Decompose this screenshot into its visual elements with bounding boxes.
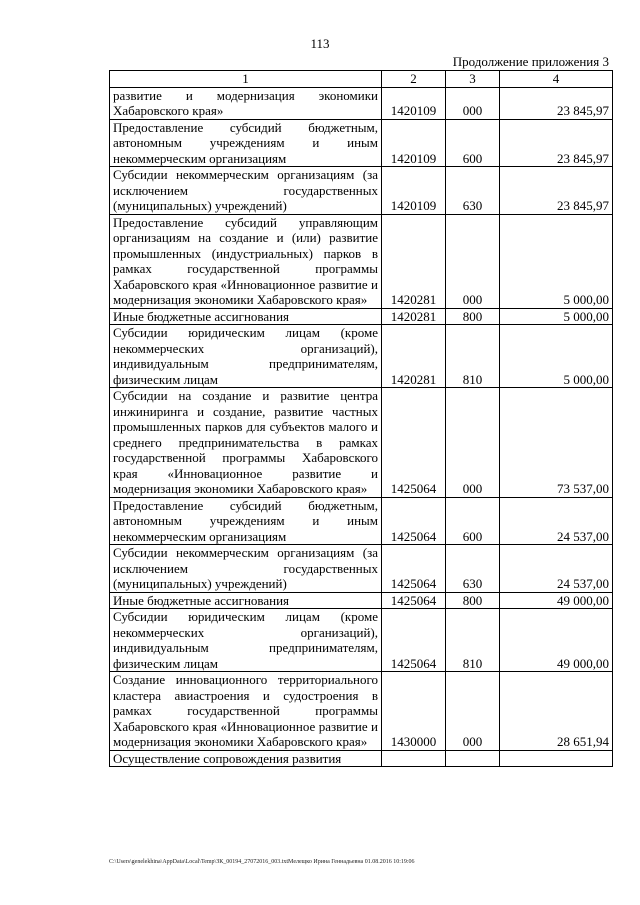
row-expense-type: 600 bbox=[446, 497, 500, 545]
row-target-code: 1425064 bbox=[382, 497, 446, 545]
row-target-code: 1420109 bbox=[382, 119, 446, 167]
table-row bbox=[110, 672, 613, 751]
table-row bbox=[110, 592, 613, 609]
row-expense-type bbox=[446, 750, 500, 767]
row-description: Субсидии некоммерческим организациям (за исключением государственных (муниципальных) учреждений) bbox=[110, 167, 382, 215]
budget-table bbox=[109, 70, 613, 767]
row-description: Создание инновационного территориального кластера авиастроения и судостроения в рамках государственной программы Хабаровского края «Инновационное развитие и модернизация экономики Хабаровского края» bbox=[110, 672, 382, 751]
row-description: Иные бюджетные ассигнования bbox=[110, 592, 382, 609]
table-row bbox=[110, 609, 613, 672]
table-row bbox=[110, 545, 613, 593]
table-row bbox=[110, 750, 613, 767]
row-target-code: 1420281 bbox=[382, 214, 446, 308]
row-amount: 49 000,00 bbox=[500, 609, 613, 672]
row-description: Субсидии на создание и развитие центра инжиниринга и создание, развитие частных промышленных парков для субъектов малого и среднего предпринимательства в рамках государственной программы Хабаровского края «Инновационное развитие и модернизация экономики Хабаровского края» bbox=[110, 388, 382, 498]
row-amount: 23 845,97 bbox=[500, 119, 613, 167]
row-description: Осуществление сопровождения развития bbox=[110, 750, 382, 767]
row-amount: 5 000,00 bbox=[500, 214, 613, 308]
continuation-label: Продолжение приложения 3 bbox=[452, 54, 609, 69]
header-col-3: 3 bbox=[446, 71, 500, 88]
row-target-code: 1430000 bbox=[382, 672, 446, 751]
row-target-code: 1425064 bbox=[382, 388, 446, 498]
row-description: Предоставление субсидий бюджетным, автономным учреждениям и иным некоммерческим организациям bbox=[110, 119, 382, 167]
row-amount: 24 537,00 bbox=[500, 497, 613, 545]
page-number: 113 bbox=[310, 36, 330, 51]
row-target-code: 1425064 bbox=[382, 545, 446, 593]
row-expense-type: 000 bbox=[446, 672, 500, 751]
row-amount bbox=[500, 750, 613, 767]
row-description: Иные бюджетные ассигнования bbox=[110, 308, 382, 325]
row-expense-type: 810 bbox=[446, 325, 500, 388]
row-target-code: 1425064 bbox=[382, 609, 446, 672]
row-description: Субсидии юридическим лицам (кроме некоммерческих организаций), индивидуальным предпринимателям, физическим лицам bbox=[110, 609, 382, 672]
row-expense-type: 810 bbox=[446, 609, 500, 672]
row-expense-type: 000 bbox=[446, 388, 500, 498]
table-row bbox=[110, 325, 613, 388]
row-amount: 28 651,94 bbox=[500, 672, 613, 751]
row-expense-type: 000 bbox=[446, 87, 500, 119]
row-description: Субсидии некоммерческим организациям (за исключением государственных (муниципальных) учреждений) bbox=[110, 545, 382, 593]
footer-file-path: C:\Users\genelekhina\AppData\Local\Temp\ЗК_00194_27072016_003.txtМелещко Ирина Геннадьевна 01.08.2016 10:19:06 bbox=[109, 859, 415, 865]
table-row bbox=[110, 119, 613, 167]
row-expense-type: 800 bbox=[446, 308, 500, 325]
row-target-code: 1420109 bbox=[382, 167, 446, 215]
row-amount: 24 537,00 bbox=[500, 545, 613, 593]
row-target-code: 1420109 bbox=[382, 87, 446, 119]
table-row bbox=[110, 87, 613, 119]
row-target-code bbox=[382, 750, 446, 767]
row-description: Предоставление субсидий бюджетным, автономным учреждениям и иным некоммерческим организациям bbox=[110, 497, 382, 545]
row-target-code: 1425064 bbox=[382, 592, 446, 609]
row-target-code: 1420281 bbox=[382, 325, 446, 388]
row-amount: 5 000,00 bbox=[500, 308, 613, 325]
row-description: развитие и модернизация экономики Хабаровского края» bbox=[110, 87, 382, 119]
table-row bbox=[110, 388, 613, 498]
row-expense-type: 630 bbox=[446, 545, 500, 593]
header-col-1: 1 bbox=[110, 71, 382, 88]
header-col-4: 4 bbox=[500, 71, 613, 88]
row-expense-type: 600 bbox=[446, 119, 500, 167]
row-description: Субсидии юридическим лицам (кроме некоммерческих организаций), индивидуальным предпринимателям, физическим лицам bbox=[110, 325, 382, 388]
table-row bbox=[110, 497, 613, 545]
table-row bbox=[110, 214, 613, 308]
row-target-code: 1420281 bbox=[382, 308, 446, 325]
table-row bbox=[110, 167, 613, 215]
row-expense-type: 800 bbox=[446, 592, 500, 609]
row-description: Предоставление субсидий управляющим организациям на создание и (или) развитие промышленных (индустриальных) парков в рамках государственной программы Хабаровского края «Инновационное развитие и модернизация экономики Хабаровского края» bbox=[110, 214, 382, 308]
row-amount: 23 845,97 bbox=[500, 87, 613, 119]
row-amount: 49 000,00 bbox=[500, 592, 613, 609]
header-col-2: 2 bbox=[382, 71, 446, 88]
row-expense-type: 000 bbox=[446, 214, 500, 308]
row-amount: 23 845,97 bbox=[500, 167, 613, 215]
row-expense-type: 630 bbox=[446, 167, 500, 215]
row-amount: 73 537,00 bbox=[500, 388, 613, 498]
table-header-row bbox=[110, 71, 613, 88]
table-row bbox=[110, 308, 613, 325]
row-amount: 5 000,00 bbox=[500, 325, 613, 388]
